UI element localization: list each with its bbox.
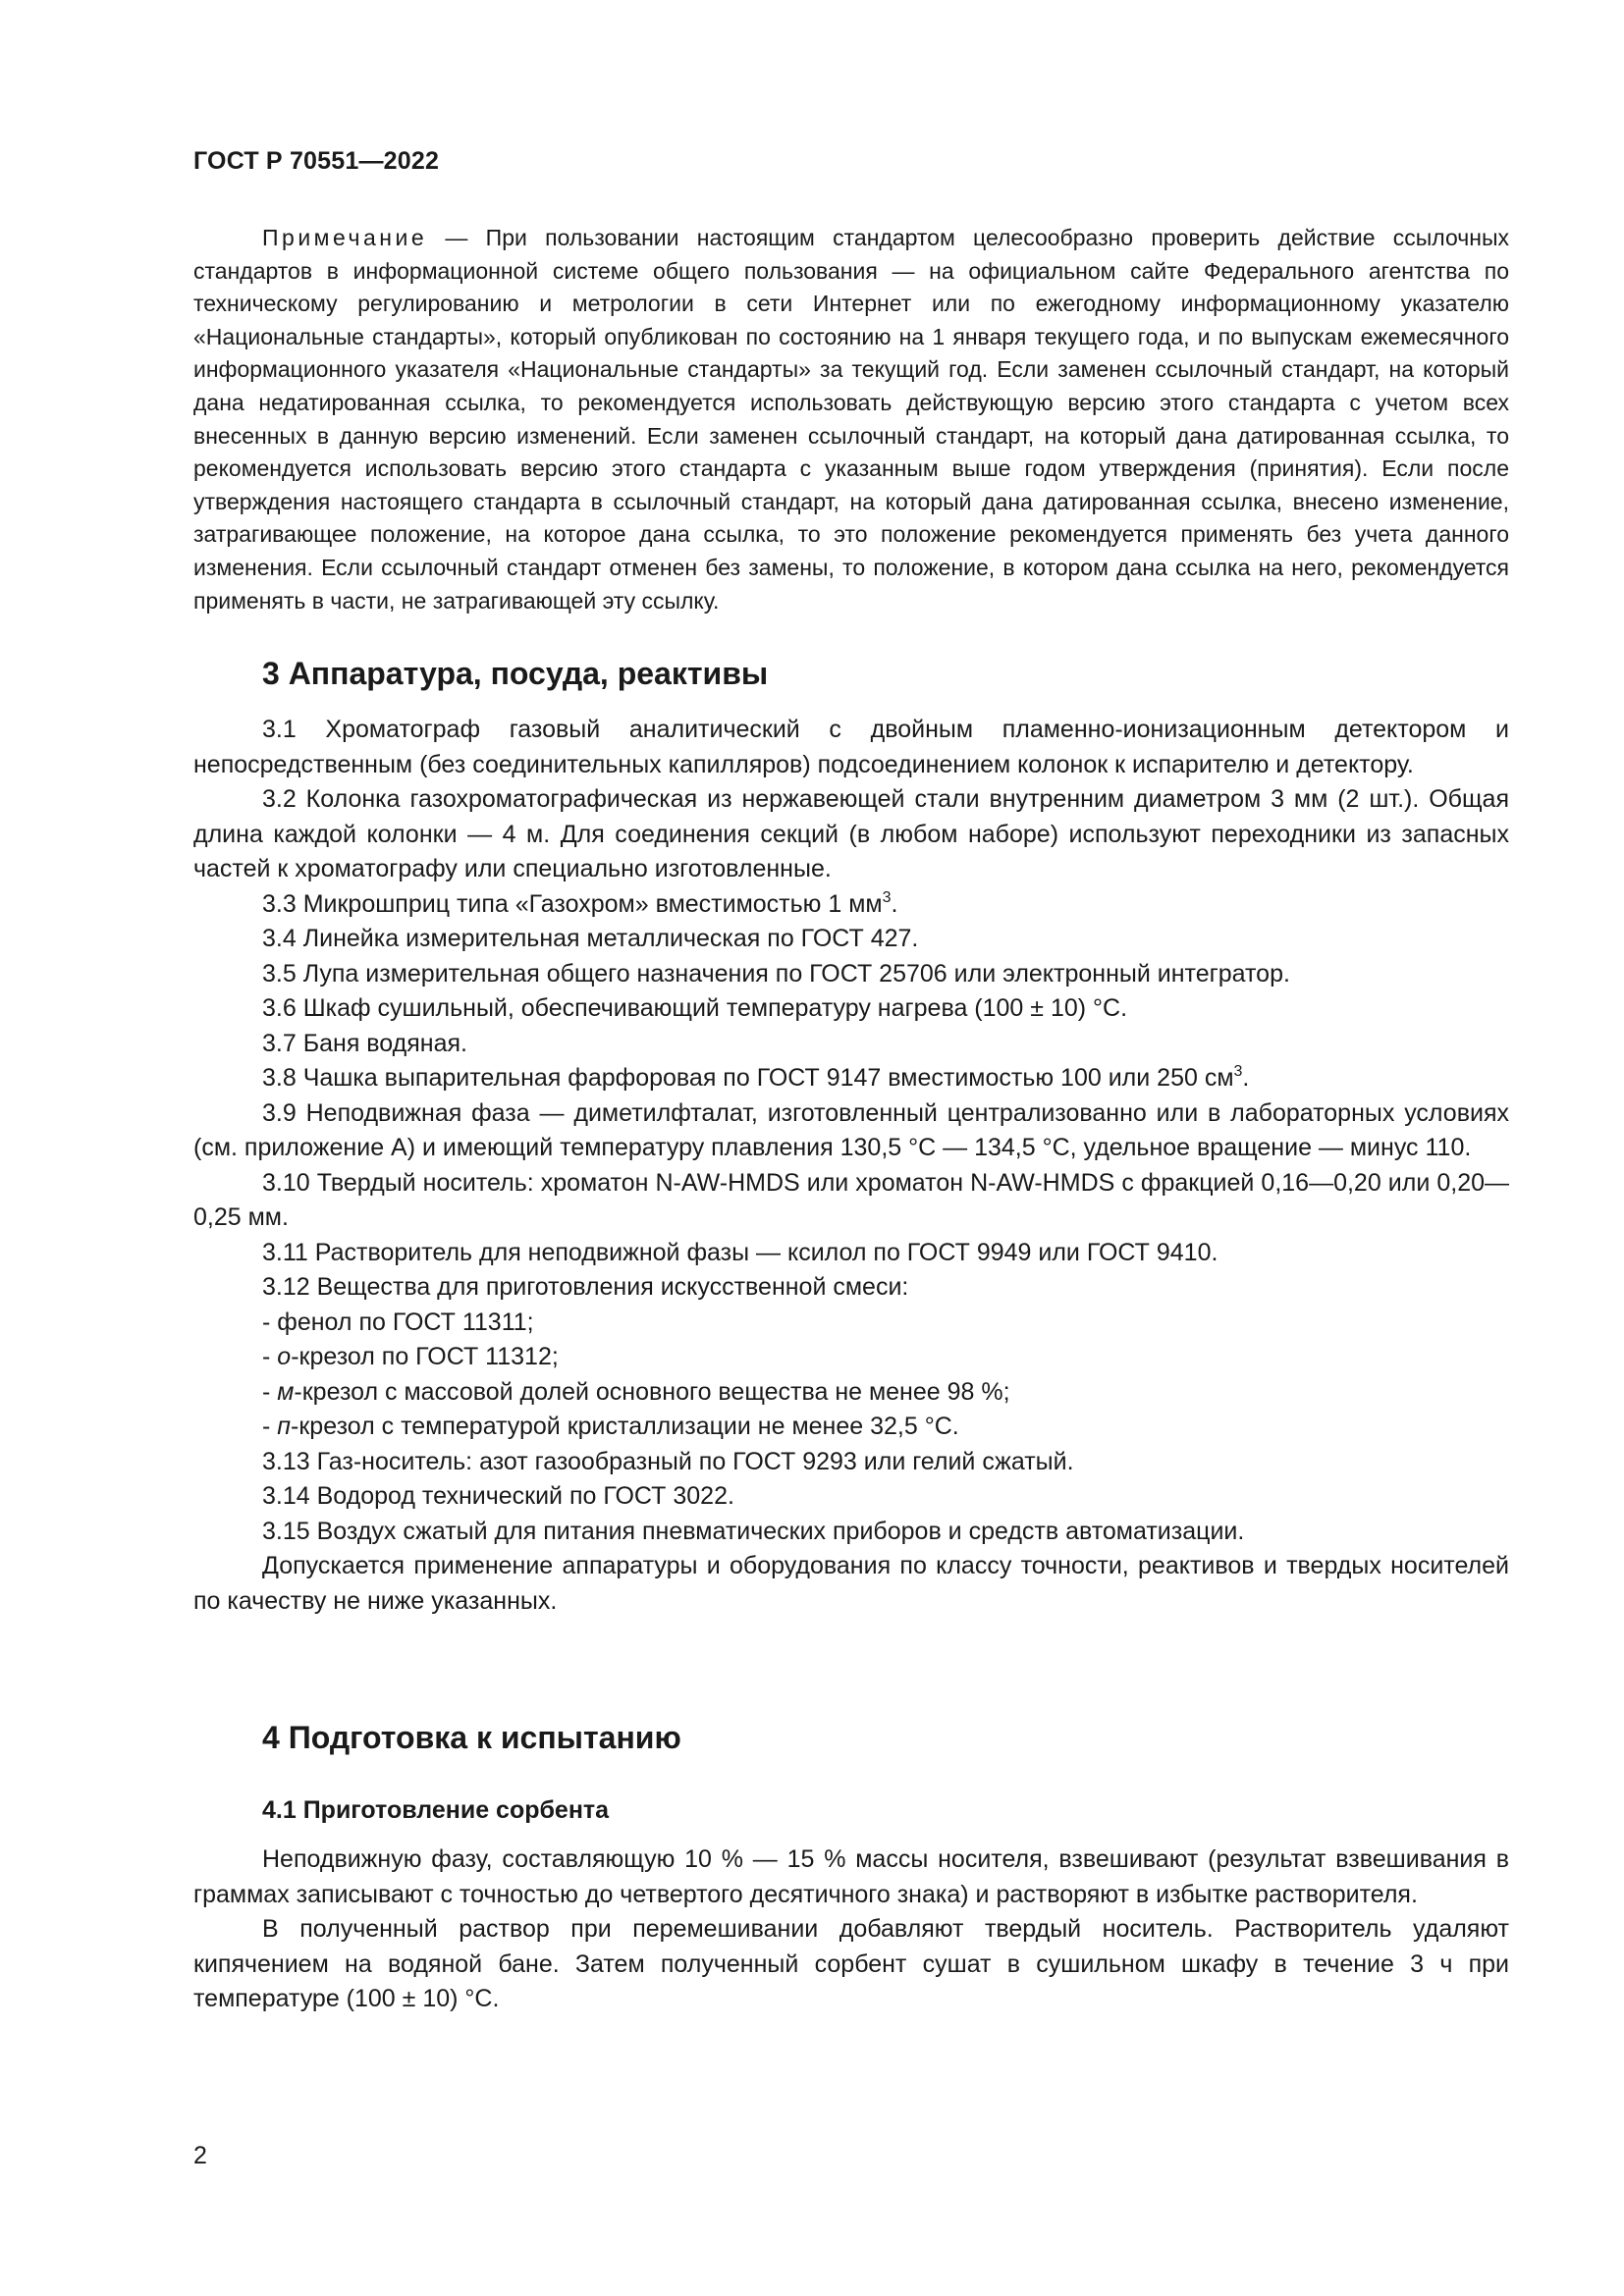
item-3-9: 3.9 Неподвижная фаза — диметилфталат, изготовленный централизованно или в лабораторных условиях (см. приложение А) и имеющий температуру плавления 130,5 °С — 134,5 °С, удельное вращение — минус 110. xyxy=(193,1098,1509,1161)
item-3-5: 3.5 Лупа измерительная общего назначения по ГОСТ 25706 или электронный интегратор. xyxy=(262,959,1290,988)
subsection-4-1-title: 4.1 Приготовление сорбента xyxy=(262,1796,610,1824)
paragraph-4-1-b: В полученный раствор при перемешивании добавляют твердый носитель. Растворитель удаляют кипячением на водяной бане. Затем полученный сорбент сушат в сушильном шкафу в течение 3 ч при температуре (100 ± 10) °С. xyxy=(193,1915,1509,2012)
note-label: Примечание xyxy=(262,225,428,250)
item-3-1: 3.1 Хроматограф газовый аналитический с двойным пламенно-ионизационным детектором и непосредственным (без соединительных капилляров) подсоединением колонок к испарителю и детектору. xyxy=(193,716,1509,778)
section-4-body xyxy=(193,1842,1509,2017)
section-3-title: 3 Аппаратура, посуда, реактивы xyxy=(262,656,769,691)
italic-prefix: п xyxy=(277,1413,292,1440)
italic-prefix: м xyxy=(277,1377,295,1406)
list-item-m-cresol xyxy=(193,1375,1509,1411)
list-text: -крезол с температурой кристаллизации не менее 32,5 °С. xyxy=(291,1413,959,1440)
italic-prefix: о xyxy=(277,1343,292,1370)
item-3-8-end: . xyxy=(1242,1064,1250,1092)
item-3-2: 3.2 Колонка газохроматографическая из нержавеющей стали внутренним диаметром 3 мм (2 шт.). Общая длина каждой колонки — 4 м. Для соединения секций (в любом наборе) используют переходники из запасных частей к хроматографу или специально изготовленные. xyxy=(193,785,1509,882)
list-dash: - xyxy=(262,1343,278,1370)
item-3-3 xyxy=(193,887,1509,923)
list-item-phenol: - фенол по ГОСТ 11311; xyxy=(262,1308,534,1336)
list-dash: - xyxy=(262,1377,278,1406)
section-4-title: 4 Подготовка к испытанию xyxy=(262,1720,681,1755)
item-3-12: 3.12 Вещества для приготовления искусственной смеси: xyxy=(262,1273,909,1301)
item-3-8-text: 3.8 Чашка выпарительная фарфоровая по ГОСТ 9147 вместимостью 100 или 250 см xyxy=(262,1064,1234,1092)
item-3-8 xyxy=(193,1061,1509,1096)
list-item-p-cresol xyxy=(193,1410,1509,1445)
list-dash: - xyxy=(262,1413,278,1440)
section-3-body xyxy=(193,713,1509,1619)
reference-note xyxy=(193,222,1509,617)
item-3-3-sup: 3 xyxy=(882,888,892,906)
page-number: 2 xyxy=(193,2142,207,2169)
item-3-15: 3.15 Воздух сжатый для питания пневматических приборов и средств автоматизации. xyxy=(262,1517,1245,1545)
item-3-10: 3.10 Твердый носитель: хроматон N-AW-HMDS или хроматон N-AW-HMDS с фракцией 0,16—0,20 или 0,20—0,25 мм. xyxy=(193,1168,1509,1231)
item-3-6: 3.6 Шкаф сушильный, обеспечивающий температуру нагрева (100 ± 10) °С. xyxy=(262,994,1128,1022)
item-3-14: 3.14 Водород технический по ГОСТ 3022. xyxy=(262,1482,734,1510)
allowance-paragraph: Допускается применение аппаратуры и оборудования по классу точности, реактивов и твердых носителей по качеству не ниже указанных. xyxy=(193,1552,1509,1615)
item-3-11: 3.11 Растворитель для неподвижной фазы — ксилол по ГОСТ 9949 или ГОСТ 9410. xyxy=(262,1238,1218,1266)
list-item-o-cresol xyxy=(193,1340,1509,1375)
item-3-7: 3.7 Баня водяная. xyxy=(262,1029,467,1057)
item-3-3-end: . xyxy=(891,889,898,918)
document-header: ГОСТ Р 70551—2022 xyxy=(193,147,440,175)
item-3-4: 3.4 Линейка измерительная металлическая по ГОСТ 427. xyxy=(262,925,919,952)
item-3-3-text: 3.3 Микрошприц типа «Газохром» вместимостью 1 мм xyxy=(262,889,883,918)
paragraph-4-1-a: Неподвижную фазу, составляющую 10 % — 15 % массы носителя, взвешивают (результат взвешивания в граммах записывают с точностью до четвертого десятичного знака) и растворяют в избытке растворителя. xyxy=(193,1845,1509,1908)
item-3-13: 3.13 Газ-носитель: азот газообразный по ГОСТ 9293 или гелий сжатый. xyxy=(262,1447,1074,1475)
list-text: -крезол с массовой долей основного вещества не менее 98 %; xyxy=(294,1377,1010,1406)
item-3-8-sup: 3 xyxy=(1233,1063,1243,1080)
list-text: -крезол по ГОСТ 11312; xyxy=(291,1343,559,1370)
note-text: — При пользовании настоящим стандартом целесообразно проверить действие ссылочных стандартов в информационной системе общего пользования — на официальном сайте Федерального агентства по техническому регулированию и метрологии в сети Интернет или по ежегодному информационному указателю «Национальные стандарты», который опубликован по состоянию на 1 января текущего года, и по выпускам ежемесячного информационного указателя «Национальные стандарты» за текущий год. Если заменен ссылочный стандарт, на который дана недатированная ссылка, то рекомендуется использовать действующую версию этого стандарта с учетом всех внесенных в данную версию изменений. Если заменен ссылочный стандарт, на который дана датированная ссылка, то рекомендуется использовать версию этого стандарта с указанным выше годом утверждения (принятия). Если после утверждения настоящего стандарта в ссылочный стандарт, на который дана датированная ссылка, внесено изменение, затрагивающее положение, на которое дана ссылка, то это положение рекомендуется применять без учета данного изменения. Если ссылочный стандарт отменен без замены, то положение, в котором дана ссылка на него, рекомендуется применять в части, не затрагивающей эту ссылку. xyxy=(193,225,1509,614)
